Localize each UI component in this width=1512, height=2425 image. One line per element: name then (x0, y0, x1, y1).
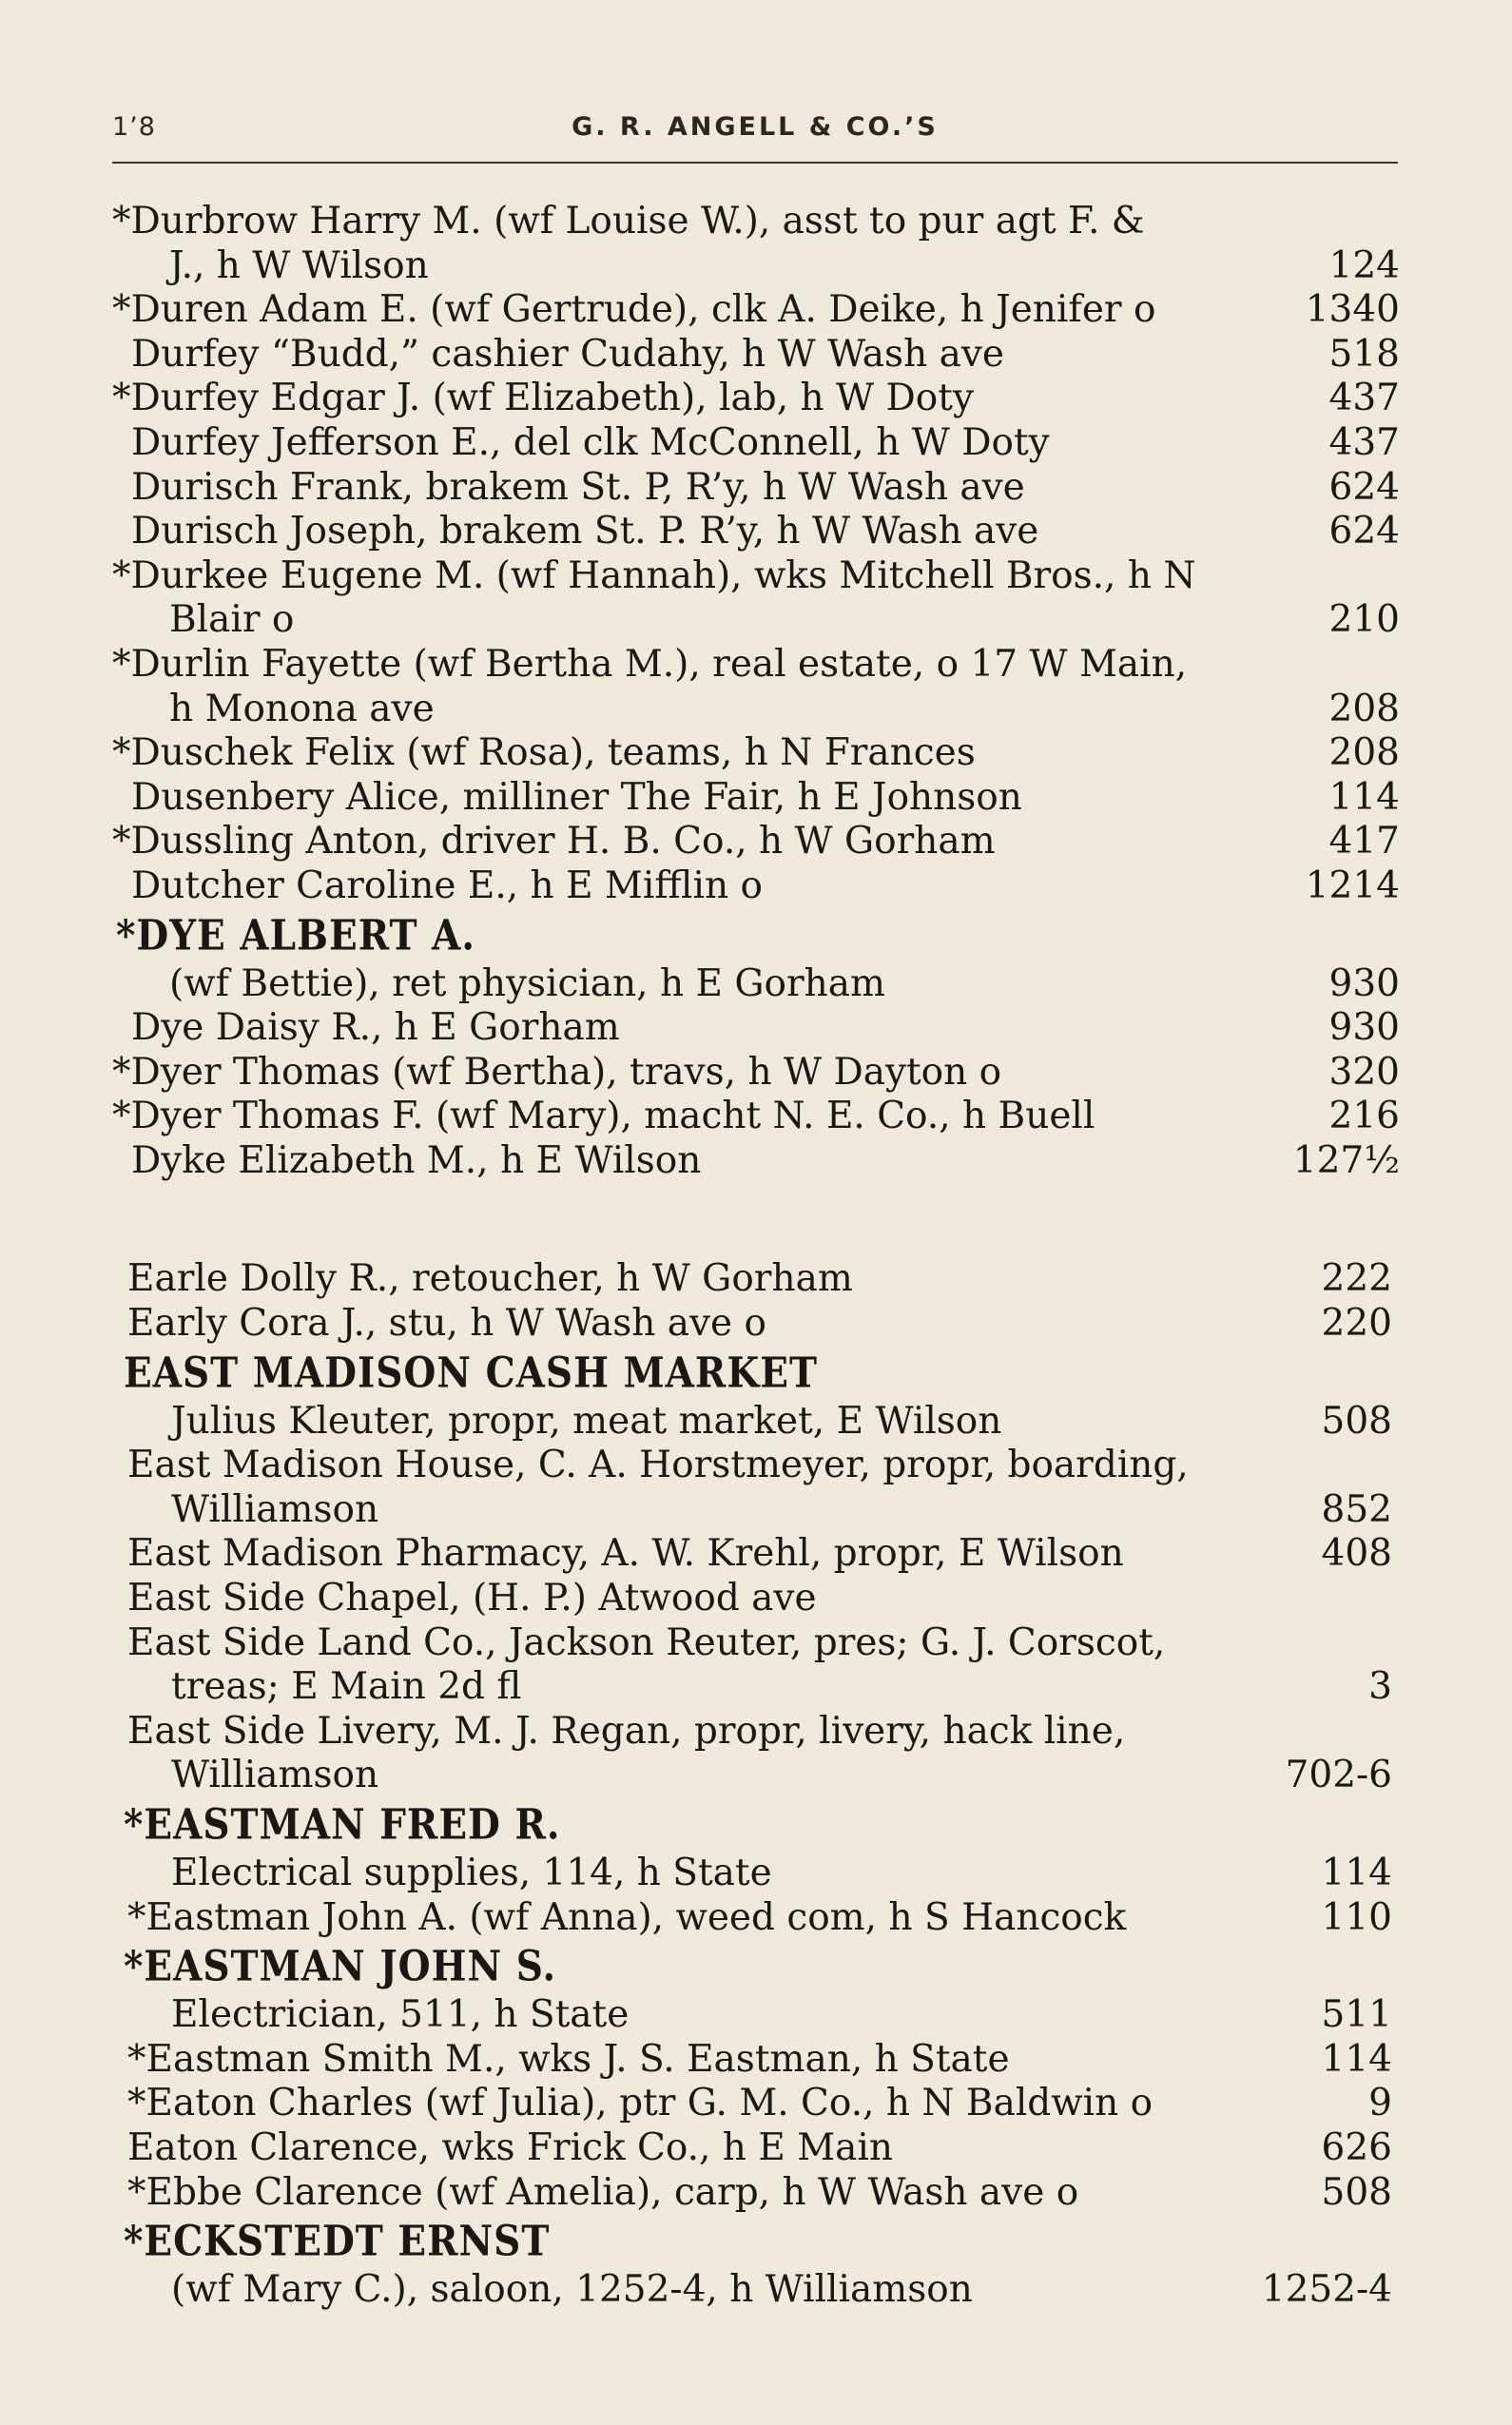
directory-entry (112, 377, 1400, 421)
directory-entry (112, 244, 1400, 289)
entry-number: 9 (1368, 2082, 1392, 2125)
entry-number: 127½ (1292, 1138, 1400, 1182)
directory-entry (112, 1710, 1400, 1755)
entry-number: 1252-4 (1261, 2268, 1392, 2312)
entry-text: *Durlin Fayette (wf Bertha M.), real estate, o 17 W Main, (112, 642, 1188, 686)
directory-heading (112, 909, 1400, 962)
directory-entry (112, 200, 1400, 244)
entry-text: *Durfey Edgar J. (wf Elizabeth), lab, h W Doty (112, 377, 974, 420)
entry-text: Dusenbery Alice, milliner The Fair, h E Johnson (131, 775, 1022, 819)
entry-text: Durisch Joseph, brakem St. P. R’y, h W Wash ave (131, 510, 1039, 553)
entry-number: 508 (1321, 2170, 1392, 2214)
entry-number: 511 (1321, 1993, 1392, 2037)
directory-entry (112, 1665, 1400, 1710)
directory-entry (112, 2038, 1400, 2083)
entry-text: *Eaton Charles (wf Julia), ptr G. M. Co., h N Baldwin o (127, 2082, 1153, 2125)
entry-text: Earle Dolly R., retoucher, h W Gorham (127, 1257, 853, 1301)
entry-text: *Dussling Anton, driver H. B. Co., h W Gorham (112, 820, 996, 863)
entry-text: Dutcher Caroline E., h E Mifflin o (131, 863, 763, 907)
entry-text: *Dyer Thomas (wf Bertha), travs, h W Dayton o (112, 1050, 1002, 1094)
heading-text: *ECKSTEDT ERNST (124, 2217, 551, 2266)
directory-entry (112, 288, 1400, 333)
directory-listing (112, 200, 1400, 2313)
entry-text: Durfey Jefferson E., del clk McConnell, h W Doty (131, 420, 1050, 464)
directory-entry (112, 1532, 1400, 1577)
directory-entry (112, 2126, 1400, 2171)
entry-text: *Durbrow Harry M. (wf Louise W.), asst to pur agt F. & (112, 200, 1145, 242)
directory-entry (112, 820, 1400, 864)
entry-number: 110 (1321, 1895, 1392, 1939)
heading-text: *EASTMAN JOHN S. (124, 1942, 557, 1991)
entry-number: 518 (1328, 332, 1400, 376)
directory-entry (112, 1051, 1400, 1096)
directory-entry (112, 1400, 1400, 1445)
entry-number: 437 (1328, 420, 1400, 464)
directory-entry (112, 554, 1400, 599)
entry-number: 930 (1328, 1006, 1400, 1050)
entry-number: 852 (1321, 1487, 1392, 1531)
entry-text: Dye Daisy R., h E Gorham (131, 1006, 620, 1050)
entry-text: Blair o (169, 598, 295, 642)
entry-text: Electrical supplies, 114, h State (171, 1852, 772, 1894)
entry-number: 408 (1321, 1532, 1392, 1576)
section-gap (112, 1183, 1400, 1257)
entry-number: 320 (1328, 1050, 1400, 1094)
directory-heading (112, 1940, 1400, 1993)
entry-text: *Dyer Thomas F. (wf Mary), macht N. E. Co., h Buell (112, 1095, 1095, 1138)
entry-number: 417 (1328, 820, 1400, 863)
entry-number: 222 (1321, 1257, 1392, 1301)
heading-text: EAST MADISON CASH MARKET (124, 1348, 818, 1398)
entry-number: 624 (1328, 465, 1400, 509)
entry-number: 216 (1328, 1095, 1400, 1138)
directory-entry (112, 1577, 1400, 1621)
directory-heading (112, 1798, 1400, 1852)
entry-number: 208 (1328, 731, 1400, 775)
entry-number: 930 (1328, 961, 1400, 1005)
entry-text: *Duren Adam E. (wf Gertrude), clk A. Deike, h Jenifer o (112, 288, 1156, 332)
entry-number: 624 (1328, 510, 1400, 553)
entry-text: Williamson (171, 1754, 379, 1797)
directory-entry (112, 776, 1400, 821)
directory-entry (112, 1006, 1400, 1051)
entry-text: Dyke Elizabeth M., h E Wilson (131, 1138, 702, 1182)
entry-number: 1340 (1305, 288, 1400, 332)
entry-text: treas; E Main 2d fl (171, 1665, 522, 1709)
entry-text: *Eastman Smith M., wks J. S. Eastman, h State (127, 2037, 1010, 2081)
entry-text: Julius Kleuter, propr, meat market, E Wilson (171, 1399, 1002, 1443)
entry-text: (wf Bettie), ret physician, h E Gorham (169, 961, 885, 1005)
entry-number: 114 (1321, 1852, 1392, 1894)
entry-text: East Side Land Co., Jackson Reuter, pres; G. J. Corscot, (127, 1620, 1166, 1664)
directory-entry (112, 1302, 1400, 1347)
directory-heading (112, 2215, 1400, 2268)
directory-entry (112, 1488, 1400, 1533)
entry-text: J., h W Wilson (169, 243, 429, 287)
directory-entry (112, 421, 1400, 466)
directory-entry (112, 466, 1400, 511)
entry-number: 508 (1321, 1399, 1392, 1443)
directory-entry (112, 688, 1400, 732)
entry-number: 437 (1328, 377, 1400, 420)
entry-text: East Madison Pharmacy, A. W. Krehl, propr, E Wilson (127, 1532, 1124, 1576)
directory-entry (112, 333, 1400, 378)
directory-entry (112, 510, 1400, 554)
directory-entry (112, 731, 1400, 776)
entry-text: Early Cora J., stu, h W Wash ave o (127, 1302, 766, 1346)
directory-entry (112, 1852, 1400, 1896)
entry-text: East Side Chapel, (H. P.) Atwood ave (127, 1577, 817, 1620)
entry-number: 124 (1328, 243, 1400, 287)
entry-number: 1214 (1305, 863, 1400, 907)
entry-text: Williamson (171, 1487, 379, 1531)
directory-entry (112, 1139, 1400, 1184)
directory-entry (112, 1896, 1400, 1941)
directory-entry (112, 962, 1400, 1007)
entry-number: 220 (1321, 1302, 1392, 1346)
entry-text: (wf Mary C.), saloon, 1252-4, h Williamson (171, 2268, 973, 2312)
entry-text: East Madison House, C. A. Horstmeyer, propr, boarding, (127, 1444, 1189, 1487)
entry-number: 3 (1368, 1665, 1392, 1709)
entry-text: Eaton Clarence, wks Frick Co., h E Main (127, 2125, 893, 2169)
publisher-title: G. R. ANGELL & CO.’S (572, 112, 939, 142)
entry-number: 208 (1328, 687, 1400, 730)
directory-entry (112, 864, 1400, 909)
directory-entry (112, 1257, 1400, 1302)
directory-entry (112, 2268, 1400, 2313)
directory-heading (112, 1347, 1400, 1400)
directory-entry (112, 1095, 1400, 1139)
entry-text: East Side Livery, M. J. Regan, propr, livery, hack line, (127, 1709, 1126, 1753)
entry-text: Electrician, 511, h State (171, 1993, 630, 2037)
heading-text: *EASTMAN FRED R. (124, 1800, 561, 1850)
directory-entry (112, 643, 1400, 688)
entry-text: *Ebbe Clarence (wf Amelia), carp, h W Wash ave o (127, 2170, 1079, 2214)
directory-entry (112, 598, 1400, 643)
directory-entry (112, 1621, 1400, 1666)
section-d-entries (112, 200, 1400, 1183)
entry-text: Durisch Frank, brakem St. P, R’y, h W Wash ave (131, 465, 1025, 509)
entry-text: *Durkee Eugene M. (wf Hannah), wks Mitchell Bros., h N (112, 553, 1196, 597)
page-number: 1’8 (112, 112, 156, 142)
entry-number: 114 (1328, 775, 1400, 819)
entry-text: *Eastman John A. (wf Anna), weed com, h S Hancock (127, 1895, 1127, 1939)
directory-entry (112, 1993, 1400, 2038)
directory-entry (112, 1444, 1400, 1488)
entry-text: Durfey “Budd,” cashier Cudahy, h W Wash ave (131, 332, 1004, 376)
directory-entry (112, 2082, 1400, 2126)
directory-entry (112, 2171, 1400, 2216)
entry-text: *Duschek Felix (wf Rosa), teams, h N Frances (112, 731, 976, 775)
entry-number: 210 (1328, 598, 1400, 642)
running-head (112, 112, 1398, 150)
heading-text: *DYE ALBERT A. (116, 910, 475, 960)
header-rule (112, 162, 1398, 164)
directory-entry (112, 1754, 1400, 1798)
entry-number: 114 (1321, 2037, 1392, 2081)
entry-number: 702-6 (1285, 1754, 1392, 1797)
section-e-entries (112, 1257, 1400, 2312)
entry-text: h Monona ave (169, 687, 435, 730)
entry-number: 626 (1321, 2125, 1392, 2169)
